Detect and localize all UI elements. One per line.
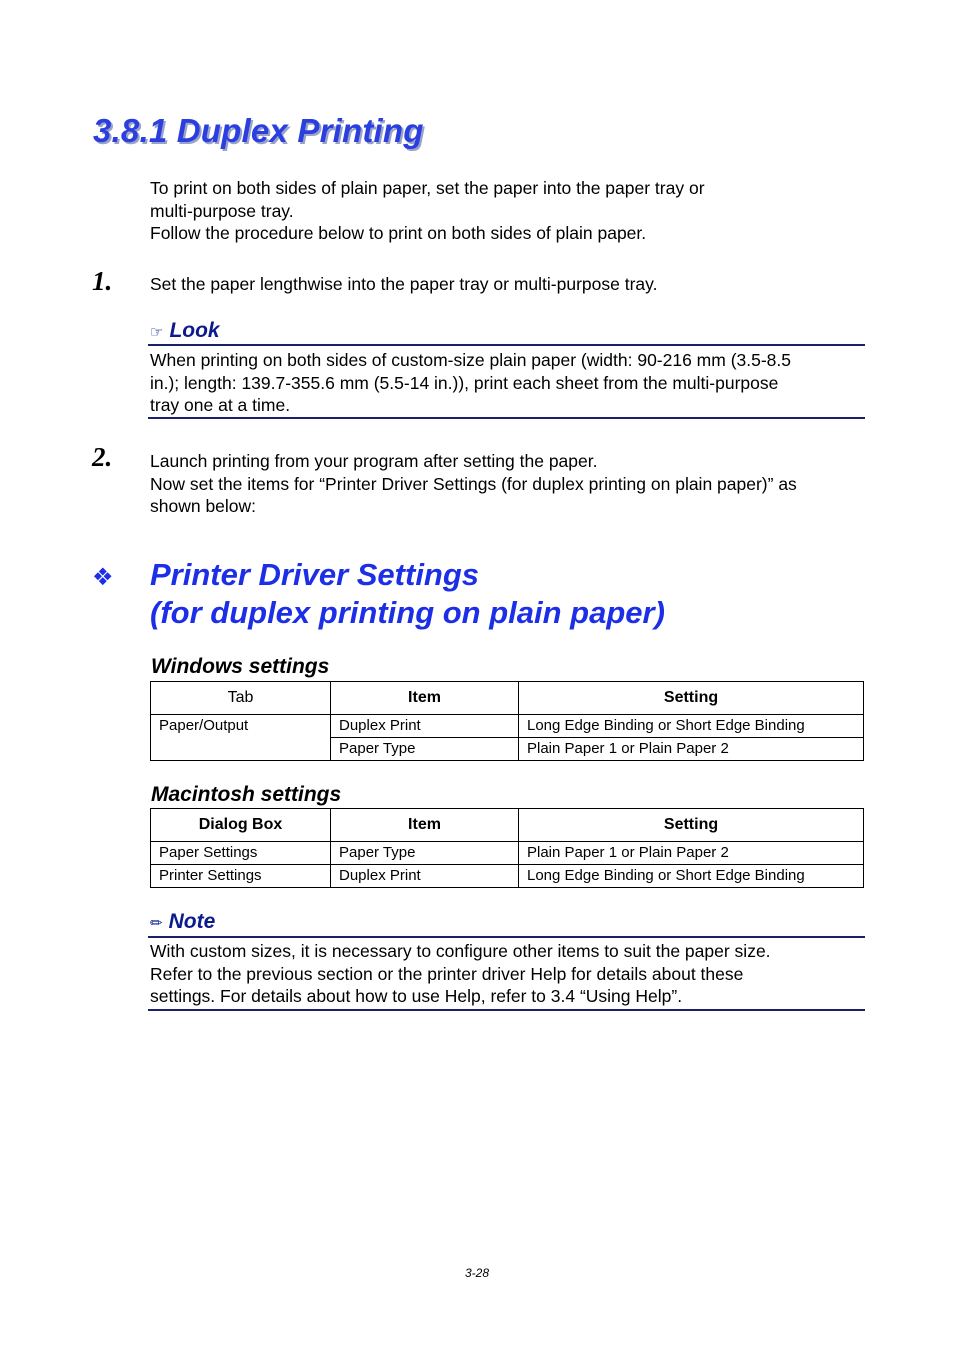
note-top-rule xyxy=(148,936,865,938)
look-top-rule xyxy=(148,344,865,346)
heading-line: Printer Driver Settings xyxy=(150,557,480,592)
look-line: tray one at a time. xyxy=(150,395,291,415)
note-line: With custom sizes, it is necessary to configure other items to suit the paper size. xyxy=(150,941,771,961)
table-header-row xyxy=(151,682,864,715)
windows-settings-heading: Windows settings xyxy=(151,655,330,678)
table-cell: Plain Paper 1 or Plain Paper 2 xyxy=(519,738,864,761)
step-number: 2. xyxy=(92,442,113,472)
step-text: Set the paper lengthwise into the paper tray or multi-purpose tray. xyxy=(150,274,658,294)
table-row xyxy=(151,842,864,865)
column-header: Tab xyxy=(151,682,331,715)
intro-line: Follow the procedure below to print on both sides of plain paper. xyxy=(150,223,647,243)
diamond-bullet-icon: ❖ xyxy=(92,564,114,591)
table-cell: Long Edge Binding or Short Edge Binding xyxy=(519,715,864,738)
table-cell: Duplex Print xyxy=(331,715,519,738)
column-header: Setting xyxy=(519,682,864,715)
page-number: 3-28 xyxy=(464,1266,490,1280)
table-cell: Paper Type xyxy=(331,842,519,865)
table-cell: Paper Settings xyxy=(151,842,331,865)
macintosh-settings-heading: Macintosh settings xyxy=(151,783,342,806)
note-heading xyxy=(150,910,215,934)
column-header: Dialog Box xyxy=(151,809,331,842)
intro-line: multi-purpose tray. xyxy=(150,200,294,221)
note-line: Refer to the previous section or the printer driver Help for details about these xyxy=(150,963,744,984)
intro-line: To print on both sides of plain paper, set the paper into the paper tray or xyxy=(150,178,705,198)
column-header: Item xyxy=(331,809,519,842)
look-line: in.); length: 139.7-355.6 mm (5.5-14 in.)), print each sheet from the multi-purpose xyxy=(150,372,779,393)
intro-paragraph xyxy=(150,177,705,245)
column-header: Item xyxy=(331,682,519,715)
heading-line: (for duplex printing on plain paper) xyxy=(150,595,665,630)
look-body xyxy=(150,349,791,417)
table-cell: Plain Paper 1 or Plain Paper 2 xyxy=(519,842,864,865)
pointing-hand-icon: ☞ xyxy=(150,324,164,341)
table-cell: Paper/Output xyxy=(151,715,331,761)
windows-settings-table xyxy=(150,681,864,761)
macintosh-settings-table xyxy=(150,808,864,888)
table-cell: Duplex Print xyxy=(331,865,519,888)
look-heading xyxy=(150,319,220,343)
look-title: Look xyxy=(169,319,220,342)
look-line: When printing on both sides of custom-size plain paper (width: 90-216 mm (3.5-8.5 xyxy=(150,350,792,370)
step-text xyxy=(150,450,797,518)
column-header: Setting xyxy=(519,809,864,842)
note-title: Note xyxy=(168,910,216,933)
table-cell: Paper Type xyxy=(331,738,519,761)
table-row xyxy=(151,715,864,738)
section-title: 3.8.1 Duplex Printing xyxy=(93,112,424,149)
table-cell: Long Edge Binding or Short Edge Binding xyxy=(519,865,864,888)
table-header-row xyxy=(151,809,864,842)
note-body xyxy=(150,940,771,1008)
pencil-icon: ✏ xyxy=(150,915,163,932)
step-number: 1. xyxy=(92,266,113,296)
driver-settings-heading xyxy=(150,556,665,632)
step-line: shown below: xyxy=(150,496,257,516)
table-row xyxy=(151,865,864,888)
note-bottom-rule xyxy=(148,1009,865,1011)
table-cell: Printer Settings xyxy=(151,865,331,888)
step-line: Now set the items for “Printer Driver Settings (for duplex printing on plain paper)” as xyxy=(150,473,797,494)
look-bottom-rule xyxy=(148,417,865,419)
note-line: settings. For details about how to use Help, refer to 3.4 “Using Help”. xyxy=(150,986,683,1006)
step-line: Launch printing from your program after setting the paper. xyxy=(150,451,598,471)
